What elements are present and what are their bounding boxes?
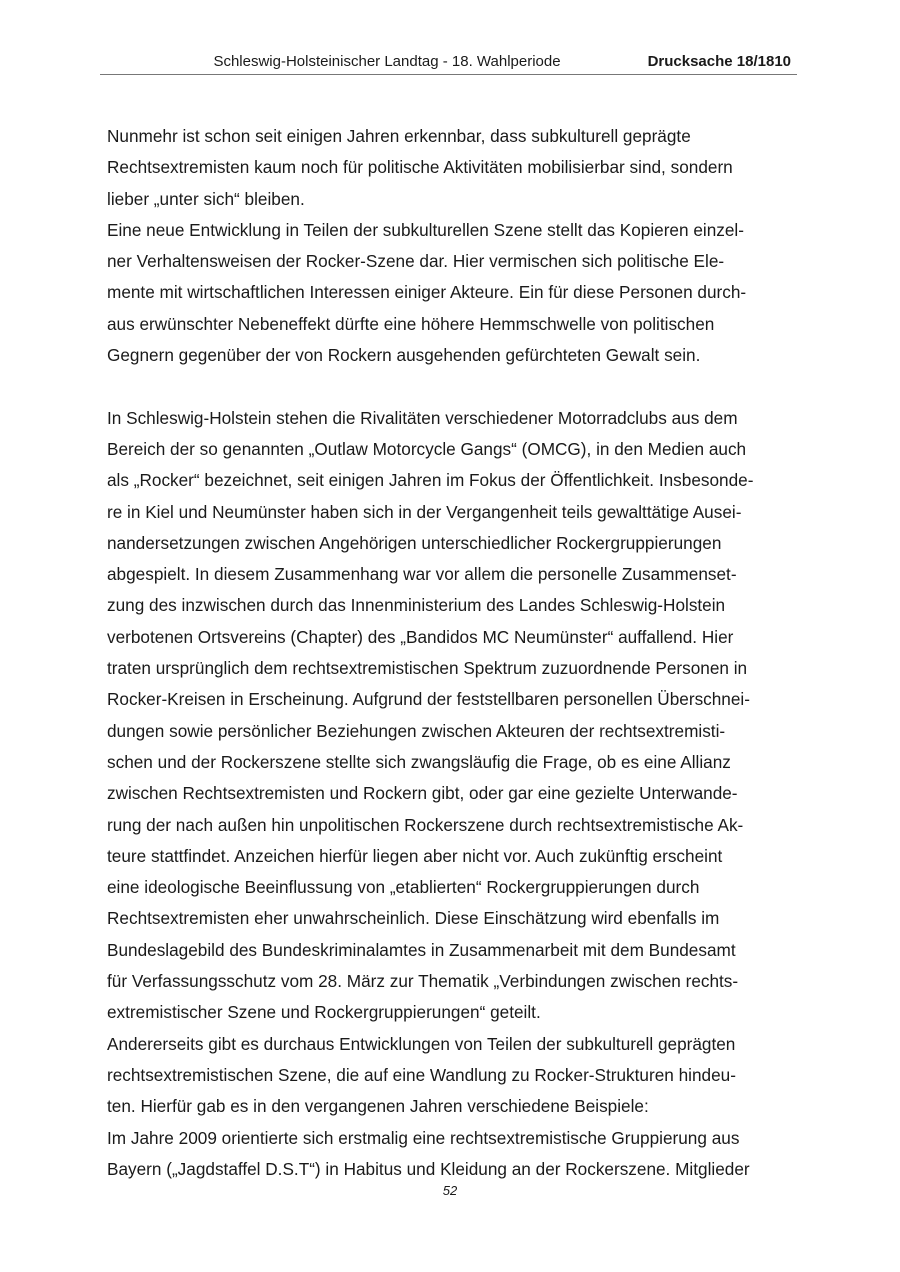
paragraph-spacer: [107, 371, 797, 402]
text-line: Nunmehr ist schon seit einigen Jahren erkennbar, dass subkulturell geprägte: [107, 126, 691, 146]
text-line: zwischen Rechtsextremisten und Rockern gibt, oder gar eine gezielte Unterwande-: [107, 783, 738, 804]
document-number: Drucksache 18/1810: [647, 53, 791, 70]
paragraph: [107, 403, 797, 1029]
text-line: mente mit wirtschaftlichen Interessen einiger Akteure. Ein für diese Personen durch-: [107, 282, 747, 303]
text-line: schen und der Rockerszene stellte sich zwangsläufig die Frage, ob es eine Allianz: [107, 751, 731, 772]
text-line: zung des inzwischen durch das Innenministerium des Landes Schleswig-Holstein: [107, 595, 726, 616]
text-line: nandersetzungen zwischen Angehörigen unterschiedlicher Rockergruppierungen: [107, 532, 722, 553]
text-line: verbotenen Ortsvereins (Chapter) des „Bandidos MC Neumünster“ auffallend. Hier: [107, 626, 734, 647]
paragraph: [107, 1029, 797, 1123]
text-line: Bundeslagebild des Bundeskriminalamtes in Zusammenarbeit mit dem Bundesamt: [107, 939, 736, 960]
page-header: [100, 52, 797, 75]
text-line: rung der nach außen hin unpolitischen Rockerszene durch rechtsextremistische Ak-: [107, 814, 744, 835]
text-line: re in Kiel und Neumünster haben sich in der Vergangenheit teils gewalttätige Ausei-: [107, 501, 742, 522]
text-line: Rocker-Kreisen in Erscheinung. Aufgrund der feststellbaren personellen Überschnei-: [107, 689, 750, 710]
page-number: 52: [442, 1183, 458, 1198]
text-line: lieber „unter sich“ bleiben.: [107, 188, 305, 209]
text-line: eine ideologische Beeinflussung von „etablierten“ Rockergruppierungen durch: [107, 877, 700, 898]
text-line: teure stattfindet. Anzeichen hierfür liegen aber nicht vor. Auch zukünftig erscheint: [107, 845, 723, 866]
body-text: [107, 121, 797, 1185]
text-line: Im Jahre 2009 orientierte sich erstmalig eine rechtsextremistische Gruppierung aus: [107, 1127, 740, 1148]
text-line: Rechtsextremisten kaum noch für politische Aktivitäten mobilisierbar sind, sondern: [107, 157, 733, 178]
text-line: für Verfassungsschutz vom 28. März zur Thematik „Verbindungen zwischen rechts-: [107, 971, 739, 992]
text-line: Bayern („Jagdstaffel D.S.T“) in Habitus und Kleidung an der Rockerszene. Mitglieder: [107, 1158, 750, 1179]
paragraph: [107, 215, 797, 371]
text-line: dungen sowie persönlicher Beziehungen zwischen Akteuren der rechtsextremisti-: [107, 720, 726, 741]
text-line: In Schleswig-Holstein stehen die Rivalitäten verschiedener Motorradclubs aus dem: [107, 407, 738, 428]
paragraph: [107, 1123, 797, 1186]
header-title: Schleswig-Holsteinischer Landtag - 18. Wahlperiode: [213, 53, 561, 70]
text-line: Rechtsextremisten eher unwahrscheinlich. Diese Einschätzung wird ebenfalls im: [107, 908, 720, 929]
text-line: Bereich der so genannten „Outlaw Motorcycle Gangs“ (OMCG), in den Medien auch: [107, 438, 747, 459]
text-line: als „Rocker“ bezeichnet, seit einigen Jahren im Fokus der Öffentlichkeit. Insbesonde-: [107, 470, 754, 491]
text-line: abgespielt. In diesem Zusammenhang war vor allem die personelle Zusammenset-: [107, 564, 737, 585]
text-line: Eine neue Entwicklung in Teilen der subkulturellen Szene stellt das Kopieren einzel-: [107, 219, 744, 240]
text-line: rechtsextremistischen Szene, die auf eine Wandlung zu Rocker-Strukturen hindeu-: [107, 1064, 736, 1085]
text-line: aus erwünschter Nebeneffekt dürfte eine höhere Hemmschwelle von politischen: [107, 313, 715, 334]
text-line: traten ursprünglich dem rechtsextremistischen Spektrum zuzuordnende Personen in: [107, 658, 748, 679]
text-line: ten. Hierfür gab es in den vergangenen Jahren verschiedene Beispiele:: [107, 1096, 649, 1117]
text-line: extremistischer Szene und Rockergruppierungen“ geteilt.: [107, 1002, 541, 1023]
text-line: Andererseits gibt es durchaus Entwicklungen von Teilen der subkulturell geprägten: [107, 1033, 736, 1054]
text-line: Gegnern gegenüber der von Rockern ausgehenden gefürchteten Gewalt sein.: [107, 345, 701, 366]
text-line: ner Verhaltensweisen der Rocker-Szene dar. Hier vermischen sich politische Ele-: [107, 251, 725, 272]
paragraph: [107, 121, 797, 215]
